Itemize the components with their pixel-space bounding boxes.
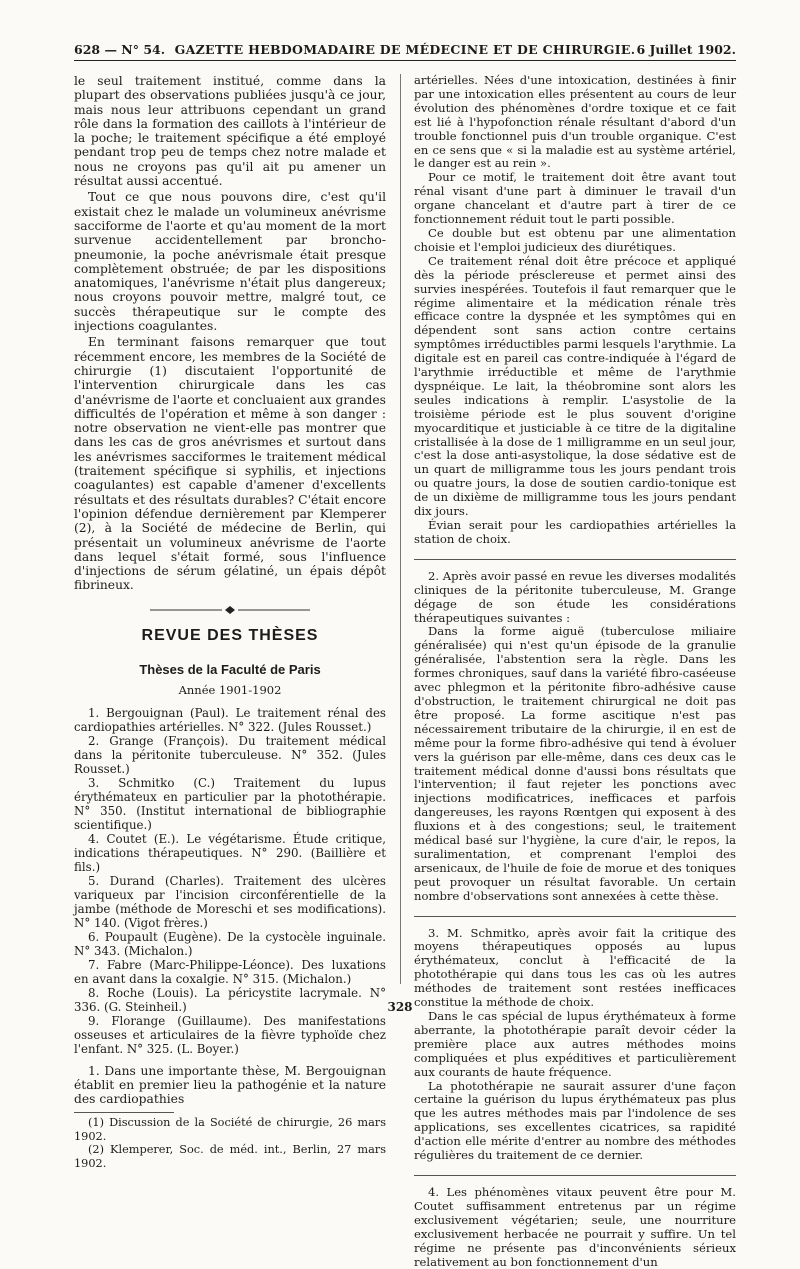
paragraph: 4. Les phénomènes vitaux peuvent être pour M. Coutet suffisamment entretenus par un régime exclusivement végétarien; seule, une nourriture exclusivement herbacée ne pourrait y suffire. Un tel régime ne présente pas d'inconvénients sérieux relativement au bon fonctionnement d'un — [414, 1184, 736, 1269]
thesis-entry: 2. Grange (François). Du traitement médical dans la péritonite tuberculeuse. N° 352. (Jules Rousset.) — [74, 733, 386, 776]
paragraph: La photothérapie ne saurait assurer d'une façon certaine la guérison du lupus érythémateux pas plus que les autres méthodes mais par l'indolence de ses applications, ses excellentes cicatrices, sa rapidité d'action elle mérite d'entrer au nombre des méthodes régulières du traitement de ce dernier. — [414, 1078, 736, 1163]
paragraph: Ce traitement rénal doit être précoce et appliqué dès la période présclereuse et permet ainsi des survies inespérées. Toutefois il faut remarquer que le régime alimentaire et la médication rénale très efficace contre la dyspnée et les symptômes qui en dépendent sont sans action contre certains symptômes irréductibles parmi lesquels l'arythmie. La digitale est en pareil cas contre-indiquée à l'égard de l'arythmie irréductible et même de l'arythmie dyspnéique. Le lait, la théobromine sont alors les seules indications à remplir. L'asystolie de la troisième période est le plus souvent d'origine myocarditique et justiciable à ce titre de la digitaline cristallisée à la dose de 1 milligramme en un seul jour, c'est la dose anti-asystolique, la dose sédative est de un quart de milligramme tous les jours pendant trois ou quatre jours, la dose de soutien cardio-tonique est de un dixième de milligramme tous les jours pendant dix jours. — [414, 253, 736, 519]
thesis-entry: 1. Bergouignan (Paul). Le traitement rénal des cardiopathies artérielles. N° 322. (Jules Rousset.) — [74, 705, 386, 734]
paragraph: Évian serait pour les cardiopathies artérielles la station de choix. — [414, 518, 736, 546]
paragraph: Dans la forme aiguë (tuberculose miliaire généralisée) qui n'est qu'un épisode de la granulie généralisée, l'abstention sera la règle. Dans les formes chroniques, sauf dans la variété fibro-caséeuse avec phlegmon et la péritonite fibro-adhésive cause d'obstruction, le traitement chirurgical ne doit pas être proposé. La forme ascitique n'est pas nécessairement tributaire de la chirurgie, il en est de même pour la forme fibro-adhésive qui tend à évoluer vers la guérison par elle-même, dans ces deux cas le traitement médical donne d'aussi bons résultats que l'intervention; il faut rejeter les ponctions avec injections modificatrices, inefficaces et parfois dangereuses, les rayons Rœntgen qui exposent à des fluxions et à des congestions; seul, le traitement médical basé sur l'hygiène, la cure d'air, le repos, la suralimentation, et comprenant l'emploi des arsenicaux, de l'huile de foie de morue et des toniques peut provoquer un résultat favorable. Un certain nombre d'observations sont annexées à cette thèse. — [414, 624, 736, 903]
section-ornament — [74, 603, 386, 617]
separator-rule — [414, 559, 736, 560]
paragraph: En terminant faisons remarquer que tout récemment encore, les membres de la Société de chirurgie (1) discutaient l'opportunité de l'intervention chirurgicale dans les cas d'anévrisme de l'aorte et concluaient aux grandes difficultés de l'opération et même à son danger : notre observation ne vient-elle pas montrer que dans les cas de gros anévrismes et surtout dans les anévrismes sacciformes le traitement médical (traitement spécifique si syphilis, et injections coagulantes) est capable d'amener d'excellents résultats et des résultats durables? C'était encore l'opinion défendue dernièrement par Klemperer (2), à la Société de médecine de Berlin, qui présentait un volumineux anévrisme de l'aorte dans lequel s'était formé, sous l'influence d'injections de sérum gélatiné, un épais dépôt fibrineux. — [74, 335, 386, 593]
thesis-entry: 5. Durand (Charles). Traitement des ulcères variqueux par l'incision circonférentielle de la jambe (méthode de Moreschi et ses modifications). N° 140. (Vigot frères.) — [74, 873, 386, 930]
paragraph: Dans le cas spécial de lupus érythémateux à forme aberrante, la photothérapie paraît devoir céder la première place aux autres méthodes moins compliquées et plus expéditives et particulièrement aux courants de haute fréquence. — [414, 1009, 736, 1079]
thesis-entry: 8. Roche (Louis). La péricystite lacrymale. N° 336. (G. Steinheil.) — [74, 985, 386, 1014]
paragraph: Tout ce que nous pouvons dire, c'est qu'il existait chez le malade un volumineux anévrisme sacciforme de l'aorte et qu'au moment de la mort survenue accidentellement par broncho-pneumonie, la poche anévrismale était presque complètement obstruée; de par les dispositions anatomiques, l'anévrisme n'était plus dangereux; nous croyons pouvoir mettre, malgré tout, ce succès thérapeutique sur le compte des injections coagulantes. — [74, 190, 386, 334]
paragraph: 2. Après avoir passé en revue les diverses modalités cliniques de la péritonite tuberculeuse, M. Grange dégage de son étude les considérations thérapeutiques suivantes : — [414, 568, 736, 625]
paragraph: Pour ce motif, le traitement doit être avant tout rénal visant d'une part à diminuer le travail d'un organe chancelant et d'autre part à tirer de ce fonctionnement réduit tout le parti possible. — [414, 170, 736, 227]
column-divider — [400, 74, 401, 984]
paragraph: Ce double but est obtenu par une alimentation choisie et l'emploi judicieux des diurétiques. — [414, 225, 736, 254]
page-issue-number: 628 — N° 54. — [74, 42, 166, 57]
thesis-entry: 4. Coutet (E.). Le végétarisme. Étude critique, indications thérapeutiques. N° 290. (Baillière et fils.) — [74, 831, 386, 874]
running-header — [74, 42, 736, 61]
right-column — [414, 74, 736, 1269]
page-number: 328 — [387, 1000, 413, 1014]
subsection-title: Thèses de la Faculté de Paris — [139, 661, 321, 677]
footnote: (1) Discussion de la Société de chirurgie, 26 mars 1902. — [74, 1116, 386, 1143]
thesis-entry: 9. Florange (Guillaume). Des manifestations osseuses et articulaires de la fièvre typhoïde chez l'enfant. N° 325. (L. Boyer.) — [74, 1013, 386, 1056]
paragraph: 3. M. Schmitko, après avoir fait la critique des moyens thérapeutiques opposés au lupus érythémateux, conclut à l'efficacité de la photothérapie qui dans tous les cas où les autres méthodes de traitement sont restées inefficaces constitue la méthode de choix. — [414, 925, 736, 1010]
paragraph: 1. Dans une importante thèse, M. Bergouignan établit en premier lieu la pathogénie et la nature des cardiopathies — [74, 1063, 386, 1107]
paragraph: le seul traitement institué, comme dans la plupart des observations publiées jusqu'à ce jour, mais nous leur attribuons cependant un grand rôle dans la formation des caillots à l'intérieur de la poche; le traitement spécifique a été employé pendant trop peu de temps chez notre malade et nous ne croyons pas qu'il ait pu amener un résultat aussi accentué. — [74, 74, 386, 189]
thesis-entry: 3. Schmitko (C.) Traitement du lupus érythémateux en particulier par la photothérapie. N° 350. (Institut international de bibliographie scientifique.) — [74, 775, 386, 832]
footnote: (2) Klemperer, Soc. de méd. int., Berlin, 27 mars 1902. — [74, 1143, 386, 1170]
academic-year: Année 1901-1902 — [178, 683, 282, 698]
section-title: REVUE DES THÈSES — [141, 626, 319, 644]
ornament-rule-icon — [150, 605, 310, 615]
separator-rule — [414, 1175, 736, 1176]
footnote-rule — [74, 1112, 174, 1113]
issue-date: 6 Juillet 1902. — [636, 42, 736, 57]
journal-title: GAZETTE HEBDOMADAIRE DE MÉDECINE ET DE CHIRURGIE. — [174, 42, 636, 57]
thesis-entry: 7. Fabre (Marc-Philippe-Léonce). Des luxations en avant dans la coxalgie. N° 315. (Michalon.) — [74, 957, 386, 986]
paragraph: artérielles. Nées d'une intoxication, destinées à finir par une intoxication elles présentent au cours de leur évolution des phénomènes d'ordre toxique et ce fait est lié à l'hypofonction rénale résultant d'abord d'un trouble fonctionnel puis d'un trouble organique. C'est en ce sens que « si la maladie est au système artériel, le danger est au rein ». — [414, 73, 736, 171]
thesis-entry: 6. Poupault (Eugène). De la cystocèle inguinale. N° 343. (Michalon.) — [74, 929, 386, 958]
separator-rule — [414, 916, 736, 917]
